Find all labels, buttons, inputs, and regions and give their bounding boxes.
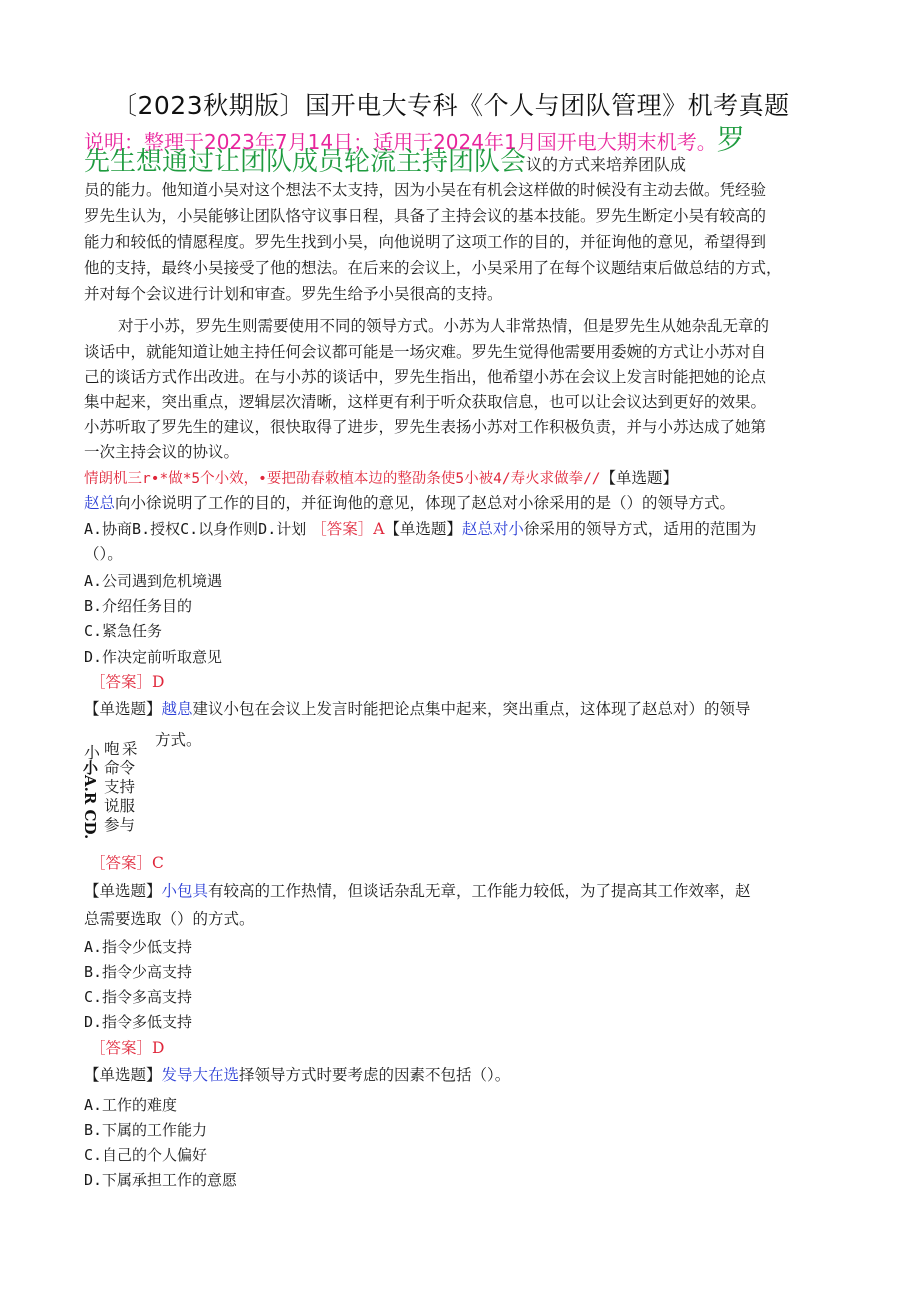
q3-small-char: 小 [84,743,101,762]
page-title: 〔2023秋期版〕国开电大专科《个人与团队管理》机考真题 [112,91,790,120]
q2-answer: ［答案］D [90,673,165,691]
case-p2-line: 一次主持会议的协议。 [84,443,240,461]
case-first-line [84,141,686,178]
q3-option-letters: 小A.R CD. [81,760,99,840]
q4-option: C.指令多高支持 [84,988,193,1006]
q3-option: 参与 [104,816,136,834]
q1-answer: ［答案］A [311,520,385,538]
q5-tag: 【单选题】 [84,1066,162,1084]
case-first-line-big: 先生想通过让团队成员轮流主持团队会 [84,147,527,177]
case-p2-line: 对于小苏，罗先生则需要使用不同的领导方式。小苏为人非常热情，但是罗先生从她杂乱无章的 [118,317,770,335]
q2-option: B.介绍任务目的 [84,597,193,615]
q2-option: D.作决定前听取意见 [84,648,223,666]
garbled-text: 情朗机三r•*做*5个小效，•要把劭春敕植本边的整劭条使5小被4/寿火求做拳// [84,471,601,487]
case-p2-line: 己的谈话方式作出改进。在与小苏的谈话中，罗先生指出，他希望小苏在会议上发言时能把她的论点 [84,368,767,386]
q3-stem-end: 方式。 [155,731,202,749]
q5-option: C.自己的个人偏好 [84,1146,208,1164]
q3-answer: ［答案］C [90,854,164,872]
q4-stem [84,879,751,903]
q1-stem-text: 向小徐说明了工作的目的，并征询他的意见，体现了赵总对小徐采用的是（）的领导方式。 [115,494,736,512]
q5-stem [84,1063,510,1087]
q3-stem [84,697,751,721]
case-p2-line: 谈话中，就能知道让她主持任何会议都可能是一场灾难。罗先生觉得他需要用委婉的方式让小苏对自 [84,343,767,361]
q5-blue-text: 发导大在选 [161,1066,240,1084]
q3-option: 命令 [104,759,136,777]
case-p2-line: 集中起来，突出重点，逻辑层次清晰，这样更有利于听众获取信息，也可以让会议达到更好的效果。 [84,393,767,411]
q3-tag: 【单选题】 [84,700,162,718]
q2-stem-end: （）。 [84,545,123,563]
q2-stem-text: 徐采用的领导方式，适用的范围为 [523,520,757,538]
case-p1-line: 员的能力。他知道小吴对这个想法不太支持，因为小吴在有机会这样做的时候没有主动去做。凭经验 [84,181,767,199]
q3-blue-text: 越息 [161,700,193,718]
q5-option: B.下属的工作能力 [84,1121,208,1139]
q3-option: 说服 [104,797,136,815]
intro-note-text: 说明：整理于2023年7月14日；适用于2024年1月国开电大期末机考。 [84,130,717,154]
q4-option: A.指令少低支持 [84,938,193,956]
q5-option: D.下属承担工作的意愿 [84,1171,238,1189]
q4-stem-end: 总需要选取（）的方式。 [84,910,255,928]
case-p1-line: 并对每个会议进行计划和审查。罗先生给予小吴很高的支持。 [84,285,503,303]
question-tag: 【单选题】 [600,469,679,487]
q1-options: A.协商B.授权C.以身作则D.计划 [84,520,307,538]
case-p1-line: 他的支持，最终小吴接受了他的想法。在后来的会议上，小吴采用了在每个议题结束后做总结的方式， [84,259,782,277]
q1-blue-text: 赵总 [84,494,116,512]
q5-stem-text: 择领导方式时要考虑的因素不包括（）。 [239,1066,511,1084]
case-p1-line: 能力和较低的情愿程度。罗先生找到小吴，向他说明了这项工作的目的，并征询他的意见，希望得到 [84,233,767,251]
q4-stem-text: 有较高的工作热情，但谈话杂乱无章，工作能力较低，为了提高其工作效率，赵 [208,882,751,900]
case-first-line-tail: 议的方式来培养团队成 [526,155,687,174]
q2-option: A.公司遇到危机境遇 [84,572,223,590]
q3-option-extra: 采 [122,740,138,758]
q1-stem [84,491,735,515]
q3-option: 咆 [104,740,120,758]
q4-tag: 【单选题】 [84,882,162,900]
case-p2-line: 小苏听取了罗先生的建议，很快取得了进步，罗先生表扬小苏对工作积极负责，并与小苏达成了她第 [84,418,767,436]
intro-note-big: 罗 [716,123,745,156]
q4-option: D.指令多低支持 [84,1013,193,1031]
q1-options-line [84,517,756,541]
q4-blue-text: 小包具 [161,882,209,900]
q2-tag: 【单选题】 [384,520,462,538]
q5-option: A.工作的难度 [84,1096,178,1114]
q3-stem-text: 建议小包在会议上发言时能把论点集中起来，突出重点，这体现了赵总对）的领导 [192,700,751,718]
q2-blue-text: 赵总对小 [461,520,524,538]
garbled-line [84,466,678,491]
q4-answer: ［答案］D [90,1039,165,1057]
q4-option: B.指令少高支持 [84,963,193,981]
q2-option: C.紧急任务 [84,622,163,640]
case-p1-line: 罗先生认为，小吴能够让团队恪守议事日程，具备了主持会议的基本技能。罗先生断定小吴有较高的 [84,207,767,225]
q3-option: 支持 [104,778,136,796]
q3-option-col2 [122,740,138,759]
